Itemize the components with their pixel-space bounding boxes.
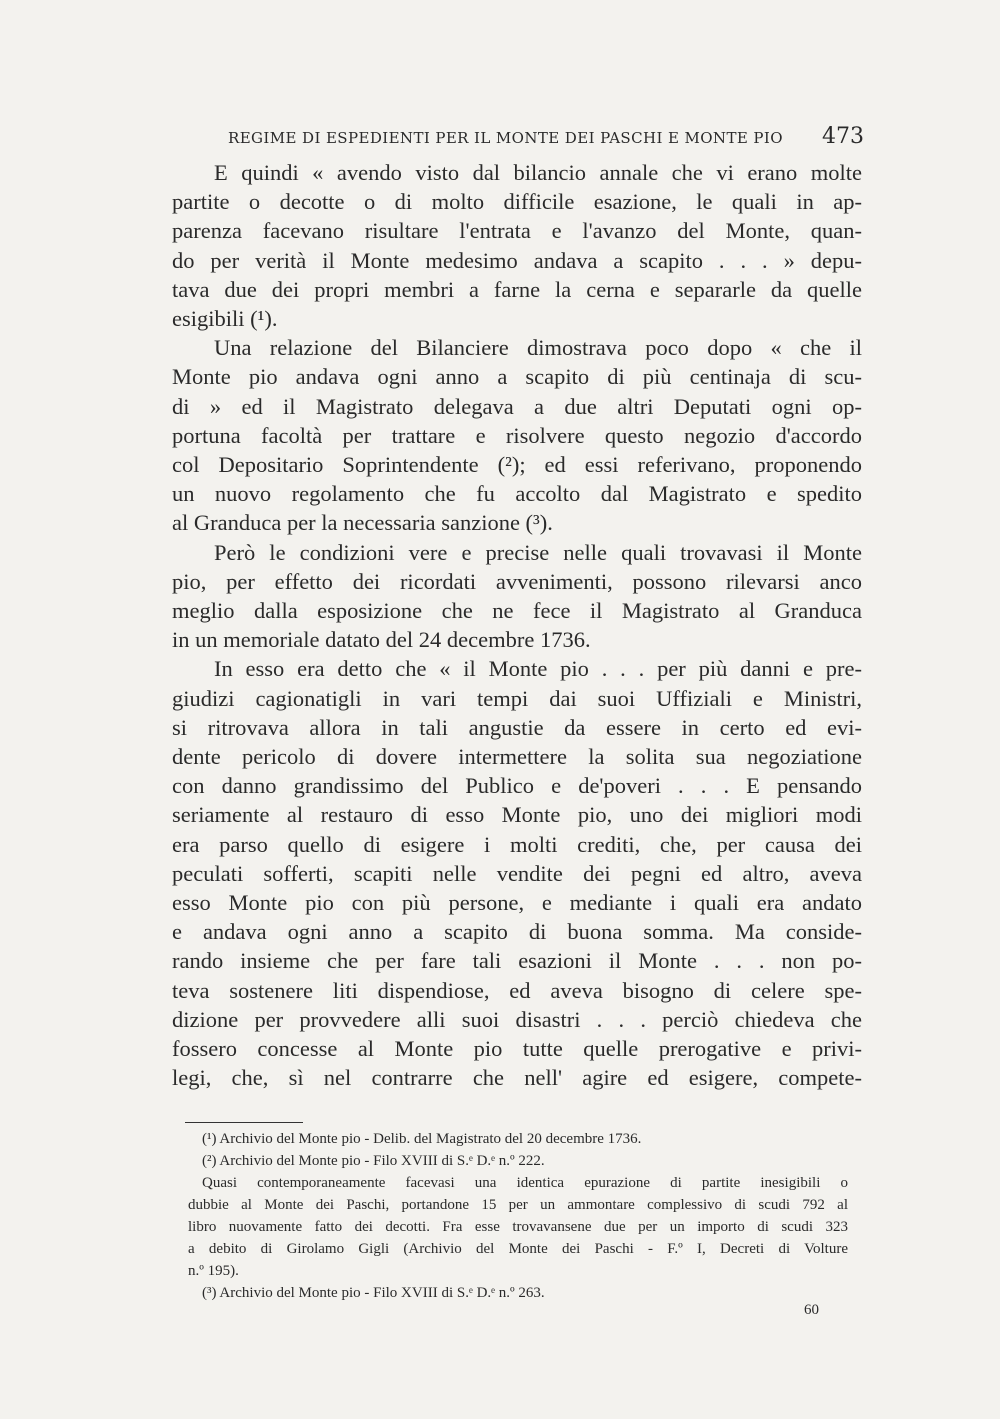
footnote-2-text: Quasi contemporaneamente facevasi una identica epurazione di partite inesigibili o (202, 1175, 848, 1191)
text-line: con danno grandissimo del Publico e de'poveri . . . E pensando (172, 773, 862, 799)
text-line: do per verità il Monte medesimo andava a scapito . . . » depu- (172, 247, 862, 273)
footnote-2-text: libro nuovamente fatto dei decotti. Fra esse trovavansene due per un importo di scudi 323 (188, 1219, 848, 1235)
page-header (228, 124, 864, 149)
text-line: legi, che, sì nel contrarre che nell' agire ed esigere, compete- (172, 1065, 862, 1091)
footnote-2: (²) Archivio del Monte pio - Filo XVIII di S.ᵉ D.ᵉ n.º 222. (202, 1153, 545, 1169)
text-line: era parso quello di esigere i molti crediti, che, per causa dei (172, 831, 862, 857)
text-line: di » ed il Magistrato delegava a due altri Deputati ogni op- (172, 393, 862, 419)
page-number: 473 (822, 124, 864, 149)
footnote-1: (¹) Archivio del Monte pio - Delib. del Magistrato del 20 decembre 1736. (202, 1131, 642, 1147)
text-line: Però le condizioni vere e precise nelle quali trovavasi il Monte (214, 539, 862, 565)
text-line: In esso era detto che « il Monte pio . . . per più danni e pre- (214, 656, 862, 682)
text-line: rando insieme che per fare tali esazioni il Monte . . . non po- (172, 948, 862, 974)
text-line: dente pericolo di dovere intermettere la solita sua negoziatione (172, 744, 862, 770)
text-line: esso Monte pio con più persone, e mediante i quali era andato (172, 890, 862, 916)
footnote-3: (³) Archivio del Monte pio - Filo XVIII di S.ᵉ D.ᵉ n.º 263. (202, 1285, 545, 1301)
text-line: fossero concesse al Monte pio tutte quelle prerogative e privi- (172, 1036, 862, 1062)
text-line: Monte pio andava ogni anno a scapito di più centinaja di scu- (172, 364, 862, 390)
footnote-2-text: n.º 195). (188, 1263, 239, 1279)
footnotes (188, 1128, 848, 1304)
text-line: E quindi « avendo visto dal bilancio annale che vi erano molte (214, 160, 862, 185)
text-line: partite o decotte o di molto difficile esazione, le quali in ap- (172, 189, 862, 215)
footnote-divider (185, 1122, 303, 1123)
text-line: portuna facoltà per trattare e risolvere questo negozio d'accordo (172, 422, 862, 448)
text-line: e andava ogni anno a scapito di buona somma. Ma conside- (172, 919, 862, 945)
text-line: un nuovo regolamento che fu accolto dal Magistrato e spedito (172, 481, 862, 507)
text-line: meglio dalla esposizione che ne fece il Magistrato al Granduca (172, 598, 862, 624)
text-line: esigibili (¹). (172, 306, 278, 332)
body-text (172, 158, 862, 1093)
text-line: al Granduca per la necessaria sanzione (³). (172, 510, 553, 536)
text-line: pio, per effetto dei ricordati avvenimenti, possono rilevarsi anco (172, 568, 862, 594)
running-head: REGIME DI ESPEDIENTI PER IL MONTE DEI PASCHI E MONTE PIO (228, 129, 783, 147)
text-line: si ritrovava allora in tali angustie da essere in certo ed evi- (172, 714, 862, 740)
footnote-2-text: a debito di Girolamo Gigli (Archivio del Monte dei Paschi - F.º I, Decreti di Volture (188, 1241, 848, 1257)
text-line: tava due dei propri membri a farne la cerna e separarle da quelle (172, 276, 862, 302)
text-line: giudizi cagionatigli in vari tempi dai suoi Uffiziali e Ministri, (172, 685, 862, 711)
text-line: teva sostenere liti dispendiose, ed aveva bisogno di celere spe- (172, 977, 862, 1003)
text-line: in un memoriale datato del 24 decembre 1736. (172, 627, 591, 653)
text-line: dizione per provvedere alli suoi disastri . . . perciò chiedeva che (172, 1006, 862, 1032)
text-line: parenza facevano risultare l'entrata e l'avanzo del Monte, quan- (172, 218, 862, 244)
text-line: peculati sofferti, scapiti nelle vendite dei pegni ed altro, aveva (172, 860, 862, 886)
text-line: col Depositario Soprintendente (²); ed essi referivano, proponendo (172, 452, 862, 478)
text-line: Una relazione del Bilanciere dimostrava poco dopo « che il (214, 335, 862, 361)
signature-number: 60 (804, 1302, 819, 1318)
footnote-2-text: dubbie al Monte dei Paschi, portandone 15 per un ammontare complessivo di scudi 792 al (188, 1197, 848, 1213)
text-line: seriamente al restauro di esso Monte pio, uno dei migliori modi (172, 802, 862, 828)
